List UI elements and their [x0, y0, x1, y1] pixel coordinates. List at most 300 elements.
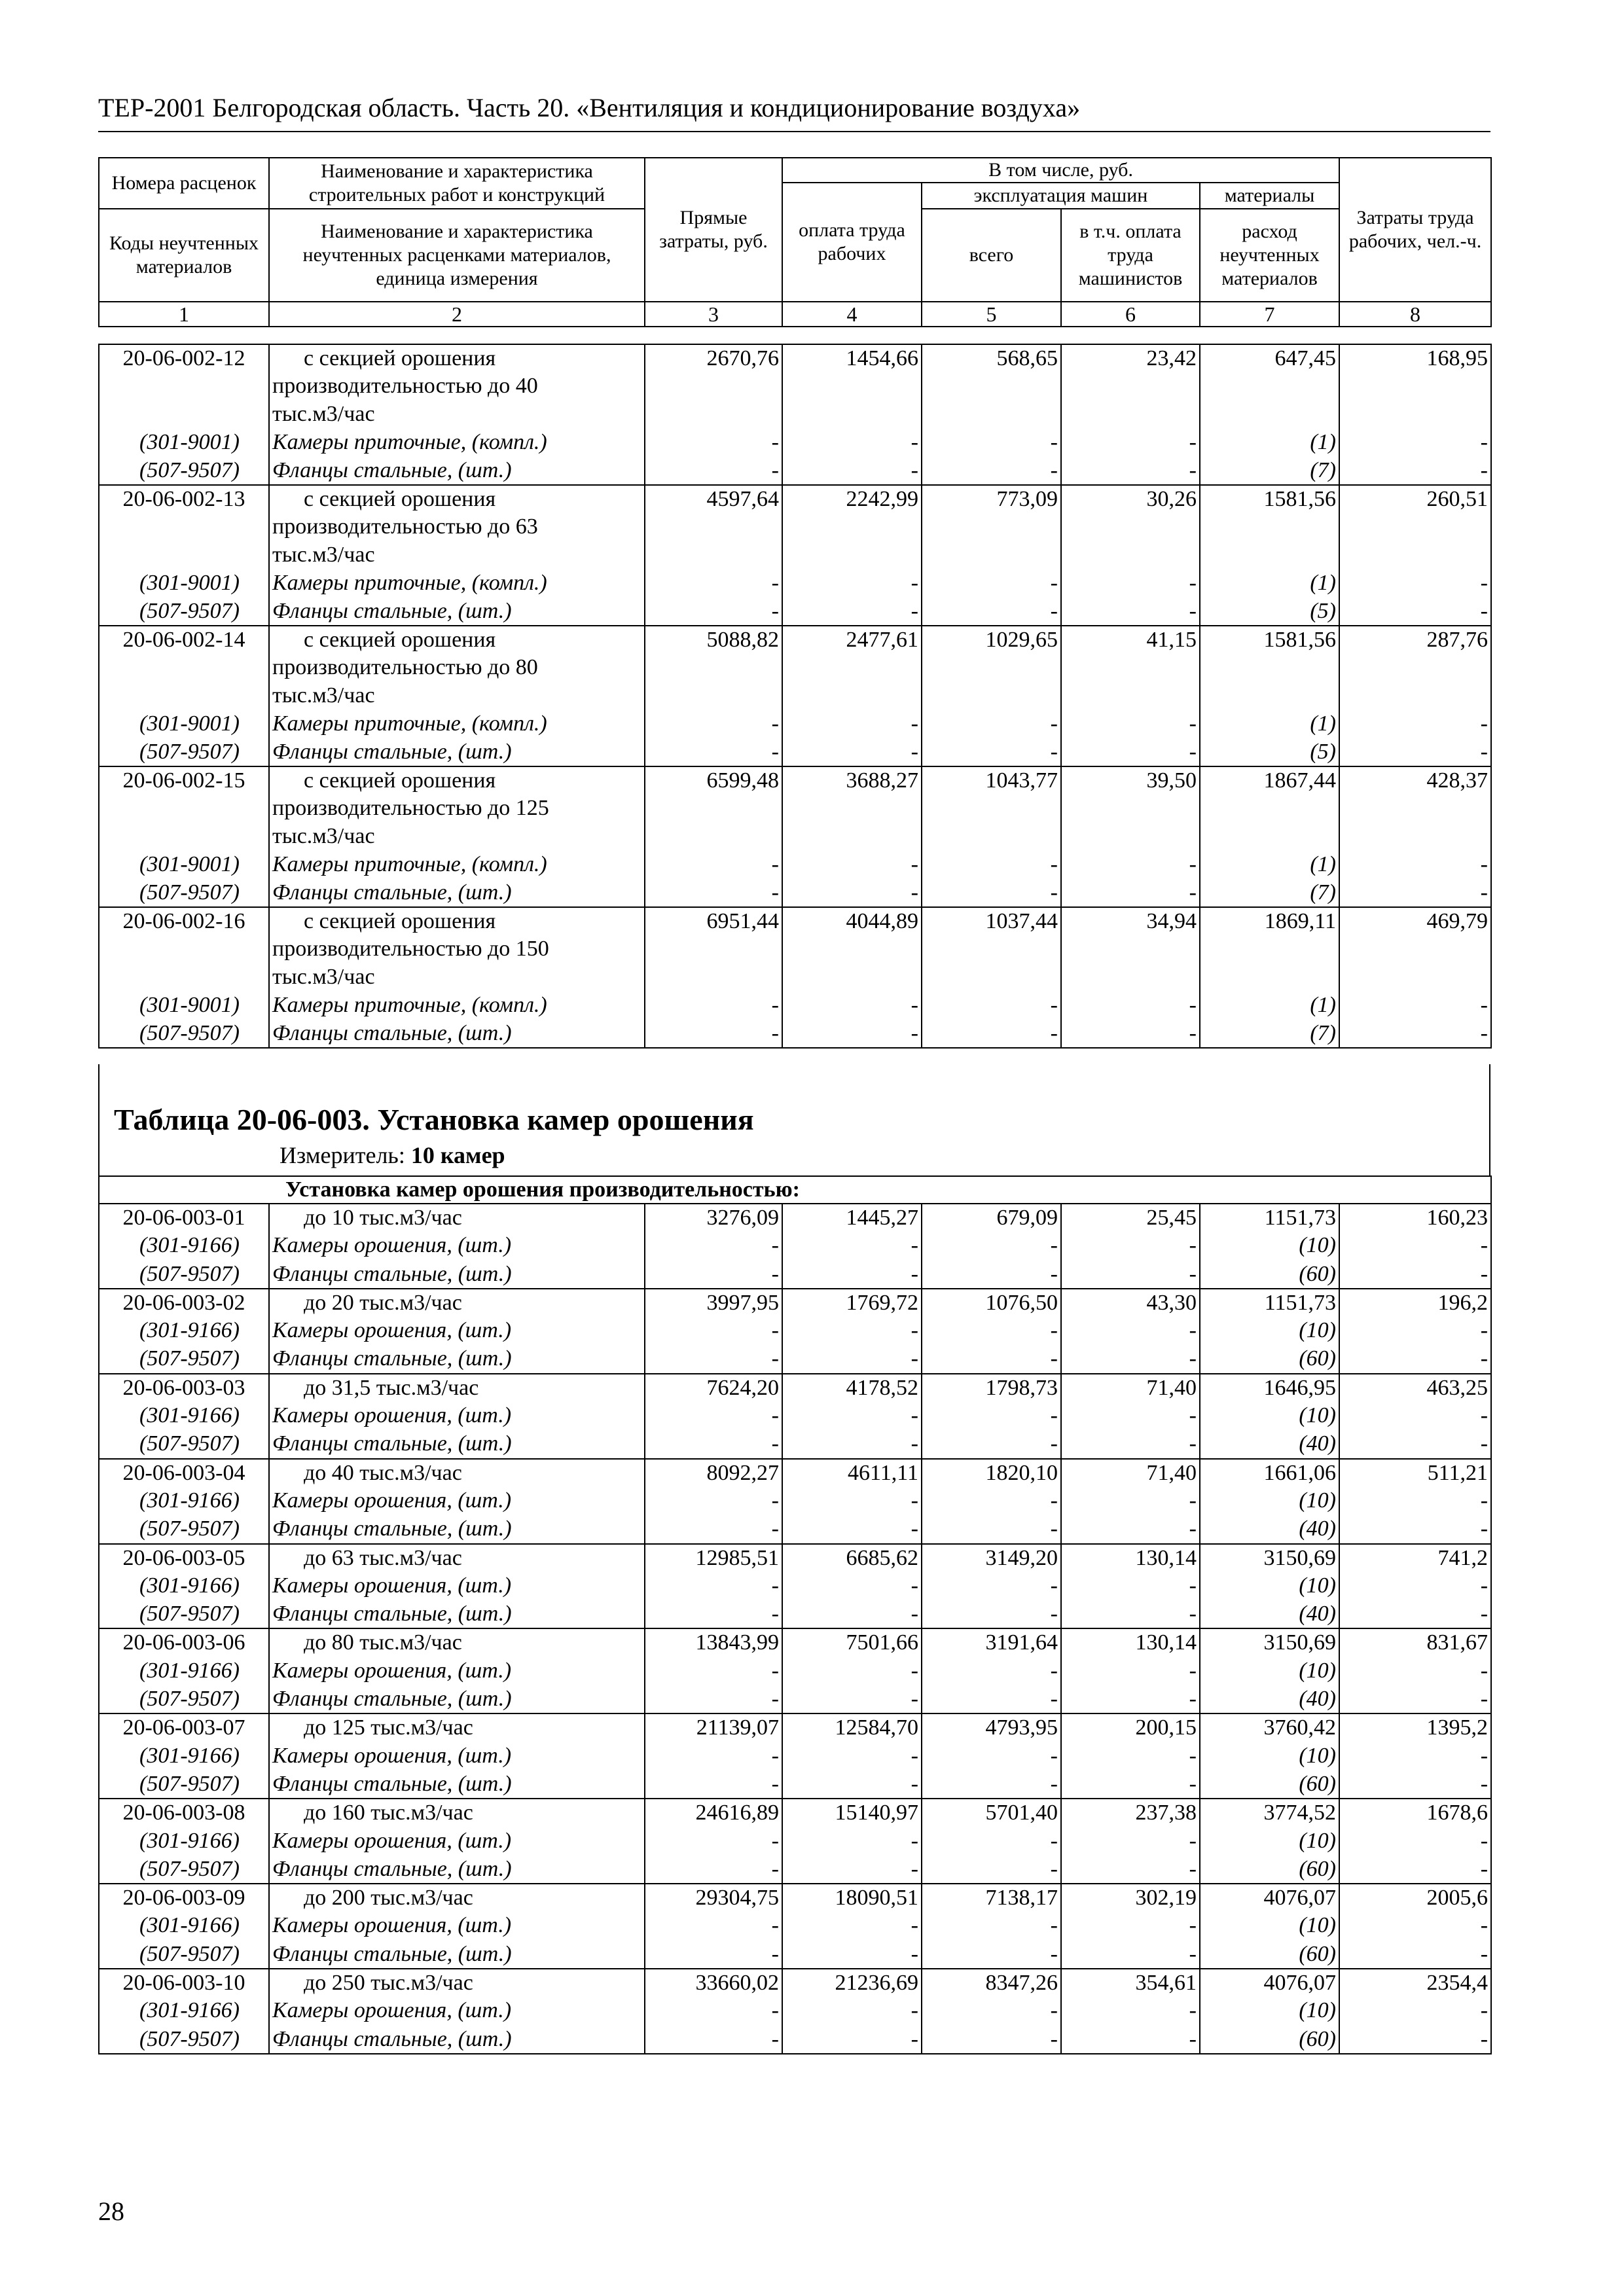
- header-rule: [98, 131, 1490, 132]
- materials-cell: 1151,73: [1200, 1289, 1339, 1317]
- labor-costs-cell: 1395,2: [1339, 1713, 1491, 1742]
- dash-cell: -: [1339, 1770, 1491, 1799]
- material-name-cell: Камеры приточные, (компл.): [269, 569, 645, 598]
- empty-cell: [1200, 401, 1339, 429]
- dash-cell: -: [922, 1600, 1061, 1628]
- col-number-7: 7: [1200, 302, 1339, 327]
- worker-pay-cell: 21236,69: [782, 1969, 922, 1997]
- machinist-pay-cell: 41,15: [1061, 626, 1200, 654]
- table-row: [99, 541, 1491, 569]
- machines-total-cell: 679,09: [922, 1204, 1061, 1232]
- material-name-cell: Камеры орошения, (шт.): [269, 1572, 645, 1600]
- machines-total-cell: 1037,44: [922, 907, 1061, 935]
- material-code-cell: (507-9507): [99, 2026, 269, 2054]
- dash-cell: -: [645, 1941, 782, 1969]
- direct-costs-cell: 3997,95: [645, 1289, 782, 1317]
- empty-cell: [922, 823, 1061, 851]
- machines-total-cell: 3191,64: [922, 1628, 1061, 1657]
- rate-code-cell: 20-06-003-04: [99, 1459, 269, 1487]
- dash-cell: -: [782, 992, 922, 1020]
- table-row: [99, 738, 1491, 766]
- material-name-cell: Фланцы стальные, (шт.): [269, 2026, 645, 2054]
- empty-cell: [922, 963, 1061, 992]
- material-code-cell: (507-9507): [99, 1515, 269, 1543]
- material-name-cell: Фланцы стальные, (шт.): [269, 1856, 645, 1884]
- dash-cell: -: [922, 429, 1061, 457]
- dash-cell: -: [1061, 598, 1200, 626]
- dash-cell: -: [645, 1997, 782, 2025]
- header-unaccounted-materials: расход неучтенных материалов: [1200, 209, 1339, 302]
- empty-cell: [645, 401, 782, 429]
- dash-cell: -: [922, 1317, 1061, 1345]
- dash-cell: -: [1339, 457, 1491, 485]
- labor-costs-cell: 831,67: [1339, 1628, 1491, 1657]
- dash-cell: -: [645, 1020, 782, 1048]
- empty-cell: [645, 372, 782, 401]
- dash-cell: -: [645, 1657, 782, 1685]
- header-name-top: Наименование и характеристика строительных работ и конструкций: [269, 158, 645, 209]
- dash-cell: -: [645, 1770, 782, 1799]
- dash-cell: -: [1339, 1827, 1491, 1856]
- table-row: [99, 907, 1491, 935]
- header-worker-pay: оплата труда рабочих: [782, 183, 922, 302]
- direct-costs-cell: 33660,02: [645, 1969, 782, 1997]
- material-code-cell: (507-9507): [99, 738, 269, 766]
- dash-cell: -: [1339, 738, 1491, 766]
- dash-cell: -: [922, 2026, 1061, 2054]
- dash-cell: -: [1061, 1345, 1200, 1373]
- rate-description-cell: с секцией орошения: [269, 907, 645, 935]
- dash-cell: -: [922, 1912, 1061, 1940]
- empty-cell: [1061, 513, 1200, 541]
- empty-cell: [99, 823, 269, 851]
- rate-description-cell: до 125 тыс.м3/час: [269, 1713, 645, 1742]
- empty-cell: [1339, 372, 1491, 401]
- table-row: [99, 879, 1491, 907]
- material-code-cell: (301-9166): [99, 1912, 269, 1940]
- rate-code-cell: 20-06-003-10: [99, 1969, 269, 1997]
- empty-cell: [1061, 654, 1200, 682]
- dash-cell: -: [922, 1856, 1061, 1884]
- table-row: [99, 1912, 1491, 1940]
- worker-pay-cell: 12584,70: [782, 1713, 922, 1742]
- table-row: [99, 1685, 1491, 1713]
- table-row: [99, 1628, 1491, 1657]
- materials-cell: 1867,44: [1200, 766, 1339, 795]
- dash-cell: -: [782, 457, 922, 485]
- col-number-1: 1: [99, 302, 269, 327]
- material-code-cell: (301-9166): [99, 1572, 269, 1600]
- direct-costs-cell: 4597,64: [645, 485, 782, 513]
- material-qty-cell: (40): [1200, 1515, 1339, 1543]
- table-row: [99, 1345, 1491, 1373]
- rate-description-cell: производительностью до 150: [269, 935, 645, 963]
- table-row: [99, 1969, 1491, 1997]
- rate-description-cell: с секцией орошения: [269, 626, 645, 654]
- dash-cell: -: [1339, 1515, 1491, 1543]
- empty-cell: [922, 654, 1061, 682]
- machinist-pay-cell: 71,40: [1061, 1459, 1200, 1487]
- meter-label: Измеритель:: [280, 1142, 411, 1168]
- material-qty-cell: (10): [1200, 1402, 1339, 1430]
- empty-cell: [922, 401, 1061, 429]
- table-row: [99, 485, 1491, 513]
- worker-pay-cell: 15140,97: [782, 1799, 922, 1827]
- page-number: 28: [98, 2197, 124, 2226]
- dash-cell: -: [1339, 1941, 1491, 1969]
- material-qty-cell: (7): [1200, 879, 1339, 907]
- header-direct-costs: Прямые затраты, руб.: [645, 158, 782, 302]
- empty-cell: [1200, 513, 1339, 541]
- dash-cell: -: [645, 1685, 782, 1713]
- material-code-cell: (507-9507): [99, 598, 269, 626]
- empty-cell: [782, 513, 922, 541]
- material-name-cell: Фланцы стальные, (шт.): [269, 1515, 645, 1543]
- empty-cell: [99, 372, 269, 401]
- dash-cell: -: [1339, 992, 1491, 1020]
- dash-cell: -: [1061, 457, 1200, 485]
- material-name-cell: Камеры орошения, (шт.): [269, 1742, 645, 1770]
- machinist-pay-cell: 237,38: [1061, 1799, 1200, 1827]
- empty-cell: [1061, 795, 1200, 823]
- table-row: [99, 1020, 1491, 1048]
- dash-cell: -: [645, 738, 782, 766]
- table-row: [99, 569, 1491, 598]
- direct-costs-cell: 2670,76: [645, 344, 782, 372]
- machinist-pay-cell: 302,19: [1061, 1884, 1200, 1912]
- worker-pay-cell: 1454,66: [782, 344, 922, 372]
- dash-cell: -: [922, 1345, 1061, 1373]
- empty-cell: [1200, 935, 1339, 963]
- empty-cell: [922, 682, 1061, 710]
- dash-cell: -: [782, 429, 922, 457]
- dash-cell: -: [922, 710, 1061, 738]
- dash-cell: -: [922, 1572, 1061, 1600]
- empty-cell: [1339, 541, 1491, 569]
- dash-cell: -: [1061, 1261, 1200, 1289]
- empty-cell: [99, 513, 269, 541]
- materials-cell: 3150,69: [1200, 1628, 1339, 1657]
- rate-description-cell: тыс.м3/час: [269, 963, 645, 992]
- material-name-cell: Камеры орошения, (шт.): [269, 1657, 645, 1685]
- header-machines: эксплуатация машин: [922, 183, 1200, 209]
- material-code-cell: (301-9001): [99, 429, 269, 457]
- dash-cell: -: [1339, 1657, 1491, 1685]
- empty-cell: [1339, 401, 1491, 429]
- material-qty-cell: (60): [1200, 1856, 1339, 1884]
- empty-cell: [1200, 823, 1339, 851]
- dash-cell: -: [1339, 1912, 1491, 1940]
- materials-cell: 3760,42: [1200, 1713, 1339, 1742]
- empty-cell: [99, 795, 269, 823]
- empty-cell: [782, 823, 922, 851]
- material-name-cell: Фланцы стальные, (шт.): [269, 1430, 645, 1458]
- table-row: [99, 1515, 1491, 1543]
- dash-cell: -: [782, 1487, 922, 1515]
- material-name-cell: Камеры орошения, (шт.): [269, 1232, 645, 1260]
- materials-cell: 1661,06: [1200, 1459, 1339, 1487]
- dash-cell: -: [645, 1261, 782, 1289]
- dash-cell: -: [1339, 569, 1491, 598]
- material-code-cell: (507-9507): [99, 1600, 269, 1628]
- dash-cell: -: [645, 1912, 782, 1940]
- dash-cell: -: [782, 738, 922, 766]
- table-row: [99, 1572, 1491, 1600]
- header-code-bottom: Коды неучтенных материалов: [99, 209, 269, 302]
- rate-description-cell: производительностью до 40: [269, 372, 645, 401]
- table-row: [99, 1657, 1491, 1685]
- dash-cell: -: [645, 1232, 782, 1260]
- material-name-cell: Камеры орошения, (шт.): [269, 1997, 645, 2025]
- worker-pay-cell: 7501,66: [782, 1628, 922, 1657]
- material-code-cell: (507-9507): [99, 1941, 269, 1969]
- empty-cell: [99, 401, 269, 429]
- dash-cell: -: [1339, 598, 1491, 626]
- dash-cell: -: [645, 1430, 782, 1458]
- empty-cell: [922, 372, 1061, 401]
- dash-cell: -: [1339, 429, 1491, 457]
- dash-cell: -: [922, 1232, 1061, 1260]
- rate-code-cell: 20-06-003-05: [99, 1544, 269, 1572]
- empty-cell: [922, 795, 1061, 823]
- machines-total-cell: 1029,65: [922, 626, 1061, 654]
- dash-cell: -: [1061, 1020, 1200, 1048]
- material-qty-cell: (1): [1200, 992, 1339, 1020]
- dash-cell: -: [782, 1770, 922, 1799]
- rate-description-cell: производительностью до 63: [269, 513, 645, 541]
- empty-cell: [782, 795, 922, 823]
- machines-total-cell: 568,65: [922, 344, 1061, 372]
- materials-cell: 4076,07: [1200, 1969, 1339, 1997]
- material-qty-cell: (10): [1200, 1317, 1339, 1345]
- machines-total-cell: 1820,10: [922, 1459, 1061, 1487]
- dash-cell: -: [1061, 429, 1200, 457]
- dash-cell: -: [782, 598, 922, 626]
- empty-cell: [645, 963, 782, 992]
- material-code-cell: (301-9166): [99, 1402, 269, 1430]
- material-qty-cell: (7): [1200, 457, 1339, 485]
- empty-cell: [1339, 963, 1491, 992]
- table-row: [99, 598, 1491, 626]
- header-including: В том числе, руб.: [782, 158, 1339, 183]
- dash-cell: -: [782, 1261, 922, 1289]
- empty-cell: [782, 935, 922, 963]
- rate-code-cell: 20-06-003-02: [99, 1289, 269, 1317]
- header-machinist-pay: в т.ч. оплата труда машинистов: [1061, 209, 1200, 302]
- dash-cell: -: [922, 1657, 1061, 1685]
- empty-cell: [782, 401, 922, 429]
- dash-cell: -: [645, 457, 782, 485]
- table-row: [99, 372, 1491, 401]
- table-subheading: Установка камер орошения производительностью:: [99, 1176, 1491, 1204]
- material-name-cell: Камеры орошения, (шт.): [269, 1317, 645, 1345]
- dash-cell: -: [922, 879, 1061, 907]
- header-labor-costs: Затраты труда рабочих, чел.-ч.: [1339, 158, 1491, 302]
- empty-cell: [99, 935, 269, 963]
- machines-total-cell: 3149,20: [922, 1544, 1061, 1572]
- material-qty-cell: (10): [1200, 1827, 1339, 1856]
- rate-description-cell: до 80 тыс.м3/час: [269, 1628, 645, 1657]
- dash-cell: -: [645, 2026, 782, 2054]
- table-row: [99, 1430, 1491, 1458]
- machines-total-cell: 7138,17: [922, 1884, 1061, 1912]
- material-name-cell: Камеры приточные, (компл.): [269, 429, 645, 457]
- material-code-cell: (507-9507): [99, 1020, 269, 1048]
- dash-cell: -: [782, 1856, 922, 1884]
- dash-cell: -: [782, 1827, 922, 1856]
- dash-cell: -: [1061, 1600, 1200, 1628]
- dash-cell: -: [1339, 710, 1491, 738]
- dash-cell: -: [922, 457, 1061, 485]
- dash-cell: -: [1339, 1685, 1491, 1713]
- empty-cell: [1200, 372, 1339, 401]
- dash-cell: -: [782, 1742, 922, 1770]
- meter-value: 10 камер: [410, 1142, 505, 1168]
- material-name-cell: Фланцы стальные, (шт.): [269, 1345, 645, 1373]
- dash-cell: -: [782, 1020, 922, 1048]
- table-row: [99, 710, 1491, 738]
- labor-costs-cell: 168,95: [1339, 344, 1491, 372]
- materials-cell: 3150,69: [1200, 1544, 1339, 1572]
- direct-costs-cell: 5088,82: [645, 626, 782, 654]
- table-row: [99, 1317, 1491, 1345]
- dash-cell: -: [922, 1827, 1061, 1856]
- material-code-cell: (507-9507): [99, 457, 269, 485]
- table-row: [99, 626, 1491, 654]
- dash-cell: -: [645, 1402, 782, 1430]
- rate-description-cell: тыс.м3/час: [269, 401, 645, 429]
- rate-code-cell: 20-06-003-09: [99, 1884, 269, 1912]
- rate-description-cell: до 63 тыс.м3/час: [269, 1544, 645, 1572]
- empty-cell: [922, 541, 1061, 569]
- dash-cell: -: [922, 1742, 1061, 1770]
- rate-code-cell: 20-06-002-13: [99, 485, 269, 513]
- materials-cell: 4076,07: [1200, 1884, 1339, 1912]
- machines-total-cell: 1076,50: [922, 1289, 1061, 1317]
- dash-cell: -: [922, 1515, 1061, 1543]
- table-row: [99, 992, 1491, 1020]
- materials-cell: 1581,56: [1200, 485, 1339, 513]
- table-row: [99, 344, 1491, 372]
- material-name-cell: Камеры приточные, (компл.): [269, 992, 645, 1020]
- dash-cell: -: [1339, 1345, 1491, 1373]
- dash-cell: -: [645, 1600, 782, 1628]
- dash-cell: -: [1061, 1770, 1200, 1799]
- dash-cell: -: [922, 992, 1061, 1020]
- table-row: [99, 429, 1491, 457]
- material-qty-cell: (1): [1200, 710, 1339, 738]
- material-qty-cell: (40): [1200, 1430, 1339, 1458]
- machinist-pay-cell: 354,61: [1061, 1969, 1200, 1997]
- dash-cell: -: [1339, 2026, 1491, 2054]
- rate-description-cell: до 10 тыс.м3/час: [269, 1204, 645, 1232]
- empty-cell: [1339, 654, 1491, 682]
- machinist-pay-cell: 130,14: [1061, 1628, 1200, 1657]
- material-code-cell: (301-9001): [99, 992, 269, 1020]
- material-code-cell: (301-9166): [99, 1997, 269, 2025]
- material-qty-cell: (7): [1200, 1020, 1339, 1048]
- material-name-cell: Фланцы стальные, (шт.): [269, 457, 645, 485]
- empty-cell: [99, 541, 269, 569]
- empty-cell: [99, 654, 269, 682]
- dash-cell: -: [645, 1856, 782, 1884]
- empty-cell: [782, 654, 922, 682]
- dash-cell: -: [782, 1515, 922, 1543]
- dash-cell: -: [645, 851, 782, 879]
- material-code-cell: (507-9507): [99, 879, 269, 907]
- dash-cell: -: [1339, 1232, 1491, 1260]
- worker-pay-cell: 6685,62: [782, 1544, 922, 1572]
- dash-cell: -: [645, 1827, 782, 1856]
- machinist-pay-cell: 39,50: [1061, 766, 1200, 795]
- rate-description-cell: до 40 тыс.м3/час: [269, 1459, 645, 1487]
- table-row: [99, 513, 1491, 541]
- dash-cell: -: [782, 1600, 922, 1628]
- material-code-cell: (301-9166): [99, 1232, 269, 1260]
- material-name-cell: Камеры орошения, (шт.): [269, 1402, 645, 1430]
- dash-cell: -: [1061, 1487, 1200, 1515]
- direct-costs-cell: 29304,75: [645, 1884, 782, 1912]
- labor-costs-cell: 260,51: [1339, 485, 1491, 513]
- col-number-5: 5: [922, 302, 1061, 327]
- dash-cell: -: [922, 1685, 1061, 1713]
- dash-cell: -: [922, 1020, 1061, 1048]
- empty-cell: [645, 654, 782, 682]
- table-row: [99, 457, 1491, 485]
- table-row: [99, 1827, 1491, 1856]
- rate-description-cell: с секцией орошения: [269, 766, 645, 795]
- dash-cell: -: [1339, 1261, 1491, 1289]
- rate-description-cell: тыс.м3/час: [269, 682, 645, 710]
- material-code-cell: (301-9166): [99, 1657, 269, 1685]
- empty-cell: [645, 935, 782, 963]
- material-code-cell: (301-9166): [99, 1487, 269, 1515]
- empty-cell: [645, 795, 782, 823]
- dash-cell: -: [1061, 1912, 1200, 1940]
- machinist-pay-cell: 34,94: [1061, 907, 1200, 935]
- empty-cell: [1061, 682, 1200, 710]
- material-qty-cell: (1): [1200, 429, 1339, 457]
- dash-cell: -: [1339, 1600, 1491, 1628]
- meter-line: [280, 1141, 505, 1169]
- dash-cell: -: [1339, 1572, 1491, 1600]
- rate-code-cell: 20-06-003-06: [99, 1628, 269, 1657]
- material-code-cell: (301-9001): [99, 569, 269, 598]
- table-row: [99, 682, 1491, 710]
- rate-description-cell: производительностью до 80: [269, 654, 645, 682]
- table-row: [99, 795, 1491, 823]
- dash-cell: -: [645, 1345, 782, 1373]
- machines-total-cell: 773,09: [922, 485, 1061, 513]
- col-number-4: 4: [782, 302, 922, 327]
- material-qty-cell: (5): [1200, 738, 1339, 766]
- empty-cell: [1061, 541, 1200, 569]
- dash-cell: -: [922, 1487, 1061, 1515]
- dash-cell: -: [782, 1317, 922, 1345]
- material-name-cell: Камеры приточные, (компл.): [269, 710, 645, 738]
- dash-cell: -: [1061, 1941, 1200, 1969]
- machines-total-cell: 8347,26: [922, 1969, 1061, 1997]
- material-name-cell: Фланцы стальные, (шт.): [269, 1020, 645, 1048]
- table-row: [99, 766, 1491, 795]
- material-code-cell: (507-9507): [99, 1345, 269, 1373]
- direct-costs-cell: 6951,44: [645, 907, 782, 935]
- rate-code-cell: 20-06-002-14: [99, 626, 269, 654]
- direct-costs-cell: 12985,51: [645, 1544, 782, 1572]
- table-row: [99, 1402, 1491, 1430]
- table-row: [99, 1232, 1491, 1260]
- worker-pay-cell: 1769,72: [782, 1289, 922, 1317]
